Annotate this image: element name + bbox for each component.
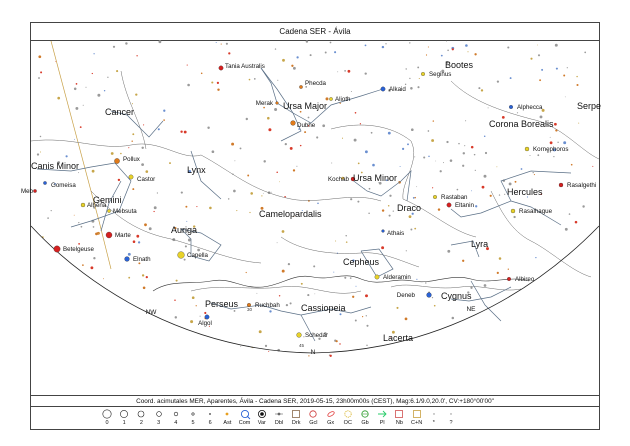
star-rasalgethi[interactable] bbox=[559, 183, 563, 187]
constellation-label-cancer: Cancer bbox=[105, 107, 135, 117]
legend bbox=[31, 407, 599, 429]
legend-label: Gx bbox=[327, 420, 335, 426]
star-mekbuda[interactable] bbox=[33, 189, 36, 192]
star-elnath[interactable] bbox=[125, 257, 130, 262]
star-label-marte: Marte bbox=[115, 232, 131, 239]
ecliptic-line bbox=[51, 41, 111, 269]
star-label-seginus: Seginus bbox=[429, 71, 452, 78]
star-label-gomeisa: Gomeisa bbox=[51, 182, 76, 189]
star-rasalhague[interactable] bbox=[511, 209, 515, 213]
star-albireo[interactable] bbox=[507, 277, 511, 281]
star-alphecca[interactable] bbox=[509, 105, 513, 109]
constellation-label-ursa-major: Ursa Major bbox=[283, 101, 328, 111]
star-pollux[interactable] bbox=[114, 158, 119, 163]
legend-label: 4 bbox=[174, 420, 178, 426]
star-propus[interactable] bbox=[54, 246, 60, 252]
star-label-albireo: Albireo bbox=[515, 276, 535, 283]
constellation-label-lacerta: Lacerta bbox=[383, 333, 414, 343]
star-label-alioth: Alioth bbox=[335, 96, 351, 103]
star-label-alkaid: Alkaid bbox=[389, 86, 406, 93]
legend-label: Ast bbox=[223, 420, 232, 426]
star-rastaban[interactable] bbox=[433, 195, 437, 199]
star-tania-australis[interactable] bbox=[219, 66, 223, 70]
star-dubhe[interactable] bbox=[291, 121, 296, 126]
star-eltanin[interactable] bbox=[447, 203, 451, 207]
legend-label: 3 bbox=[157, 420, 161, 426]
constellation-label-perseus: Perseus bbox=[205, 299, 239, 309]
constellation-label-canis-minor: Canis Minor bbox=[31, 161, 80, 171]
star-label-eltanin: Eltanin bbox=[455, 202, 474, 209]
star-label-tania-australis: Tania Australis bbox=[225, 63, 265, 70]
star-label-alphecca: Alphecca bbox=[517, 104, 543, 111]
star-alderamin[interactable] bbox=[375, 275, 379, 279]
legend-label: ? bbox=[449, 420, 453, 426]
star-label-dubhe: Dubhe bbox=[297, 122, 316, 129]
star-label-elnath: Elnath bbox=[133, 256, 151, 263]
star-alkaid[interactable] bbox=[381, 87, 385, 91]
star-algol[interactable] bbox=[205, 315, 209, 319]
legend-label: Com bbox=[238, 420, 251, 426]
star-label-rastaban: Rastaban bbox=[441, 194, 468, 201]
constellation-label-hercules: Hercules bbox=[507, 187, 543, 197]
star-label-kornephoros: Kornephoros bbox=[533, 146, 569, 153]
legend-label: Gb bbox=[361, 420, 369, 426]
star-label-schedar: Schedar bbox=[305, 332, 329, 339]
legend-label: Pl bbox=[379, 420, 385, 426]
legend-label: C+N bbox=[411, 420, 423, 426]
star-capella[interactable] bbox=[178, 252, 185, 259]
star-label-rasalhague: Rasalhague bbox=[519, 208, 553, 215]
star-deneb[interactable] bbox=[427, 293, 432, 298]
constellation-label-ursa-minor: Ursa Minor bbox=[353, 173, 398, 183]
legend-label: Var bbox=[257, 420, 266, 426]
horizon-direction-nw: NW bbox=[145, 309, 157, 316]
star-athais[interactable] bbox=[382, 230, 385, 233]
constellation-label-draco: Draco bbox=[397, 203, 422, 213]
star-phecda[interactable] bbox=[299, 85, 302, 88]
star-label-alhena: Alhena bbox=[87, 202, 107, 209]
star-label-castor: Castor bbox=[137, 176, 156, 183]
legend-label: Gcl bbox=[309, 420, 318, 426]
legend-label: 1 bbox=[122, 420, 126, 426]
legend-label: Nb bbox=[395, 420, 403, 426]
legend-label: Dbl bbox=[274, 420, 284, 426]
constellation-label-corona-borealis: Corona Borealis bbox=[489, 119, 554, 129]
star-label-athais: Athais bbox=[387, 230, 405, 237]
star-label-rasalgethi: Rasalgethi bbox=[567, 182, 597, 189]
star-gomeisa[interactable] bbox=[43, 181, 46, 184]
chart-frame bbox=[20, 22, 602, 430]
legend-label: * bbox=[432, 420, 435, 426]
star-schedar[interactable] bbox=[297, 333, 302, 338]
constellation-label-bootes: Bootes bbox=[445, 60, 474, 70]
star-merak[interactable] bbox=[276, 102, 279, 105]
chart-footer: Coord. acimutales MER, Aparentes, Ávila - Cadena SER, 2019-05-15, 23h00m00s (CEST), Mag:6.1/9.0,20.0', CV:+180°00'00" bbox=[31, 395, 599, 407]
star-label-algol: Algol bbox=[198, 320, 212, 327]
legend-label: 5 bbox=[191, 420, 195, 426]
chart-title: Cadena SER - Ávila bbox=[31, 23, 599, 41]
legend-label: 6 bbox=[208, 420, 212, 426]
constellation-label-lyra: Lyra bbox=[471, 239, 489, 249]
star-label-ruchbah: Ruchbah bbox=[255, 302, 280, 309]
star-label-mebsuta: Mebsuta bbox=[113, 208, 137, 215]
star-seginus[interactable] bbox=[421, 72, 425, 76]
legend-label: Drk bbox=[291, 420, 301, 426]
star-label-deneb: Deneb bbox=[396, 292, 415, 299]
map-labels bbox=[21, 60, 601, 356]
star-label-kochab: Kochab bbox=[328, 176, 349, 183]
star-castor[interactable] bbox=[129, 175, 133, 179]
constellation-label-lynx: Lynx bbox=[187, 165, 206, 175]
star-mebsuta[interactable] bbox=[107, 209, 110, 212]
star-marte[interactable] bbox=[106, 232, 112, 238]
constellation-label-cygnus: Cygnus bbox=[441, 291, 472, 301]
star-alhena[interactable] bbox=[81, 203, 85, 207]
star-label-alderamin: Alderamin bbox=[383, 274, 411, 281]
legend-label: 2 bbox=[139, 420, 143, 426]
star-label-propus: Betelgeuse bbox=[63, 246, 94, 253]
star-label-pollux: Pollux bbox=[123, 156, 140, 163]
star-label-capella: Capella bbox=[187, 252, 208, 259]
horizon-direction-n: N bbox=[310, 349, 316, 356]
star-label-mekbuda: Meb bbox=[20, 188, 33, 195]
constellation-label-cepheus: Cepheus bbox=[343, 257, 380, 267]
star-label-merak: Merak bbox=[255, 100, 273, 107]
constellation-label-cassiopeia: Cassiopeia bbox=[301, 303, 346, 313]
constellation-label-serpens: Serpe bbox=[577, 101, 602, 111]
sky-map[interactable] bbox=[20, 41, 602, 395]
constellation-label-camelopardalis: Camelopardalis bbox=[259, 209, 322, 219]
star-alioth[interactable] bbox=[329, 97, 332, 100]
legend-object- bbox=[441, 409, 461, 427]
constellation-label-gemini: Gemini bbox=[93, 195, 122, 205]
legend-label: OC bbox=[343, 420, 352, 426]
constellation-label-auriga: Auriga bbox=[171, 225, 198, 235]
horizon-direction-ne: NE bbox=[466, 306, 476, 313]
horizon-marker: 30 bbox=[247, 307, 253, 312]
star-kornephoros[interactable] bbox=[525, 147, 529, 151]
legend-label: 0 bbox=[105, 420, 109, 426]
star-label-phecda: Phecda bbox=[305, 80, 326, 87]
horizon-marker: 45 bbox=[299, 343, 305, 348]
